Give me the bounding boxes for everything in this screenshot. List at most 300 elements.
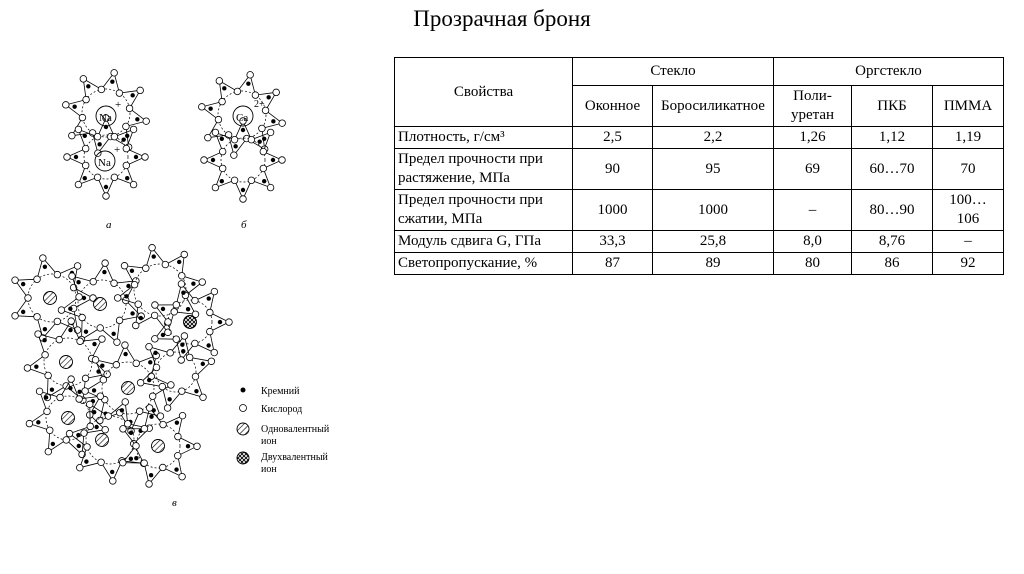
subheader-pkb: ПКБ [852,86,933,127]
oxygen-atom [168,382,175,389]
oxygen-atom [126,105,133,112]
silicon-atom [68,307,72,311]
silicon-atom [181,291,185,295]
silicon-atom [110,470,114,474]
oxygen-atom [130,181,137,188]
silicon-atom [100,364,104,368]
legend-monovalent-marker [237,423,249,435]
oxygen-atom [179,473,186,480]
oxygen-atom [40,255,47,262]
silicon-atom [86,84,90,88]
silicon-atom [241,128,245,132]
oxygen-atom [35,331,42,338]
oxygen-atom [248,177,255,184]
silicon-atom [241,188,245,192]
oxygen-atom [146,343,153,350]
ion-na-label-top: Na [99,112,112,124]
oxygen-atom [42,352,49,359]
oxygen-atom [143,118,150,125]
subheader-borosilicate: Боросиликатное [653,86,774,127]
oxygen-atom [234,88,241,95]
oxygen-atom [207,309,214,316]
silicon-atom [161,333,165,337]
oxygen-atom [273,89,280,96]
oxygen-atom [86,401,93,408]
ion-na-charge-top: + [115,99,122,111]
silicon-atom [180,343,184,347]
cell-value: 2,5 [573,127,653,149]
row-name-line1: Предел прочности при [398,192,543,208]
table-row [395,253,1004,275]
oxygen-atom [84,444,91,451]
silicon-atom [148,360,152,364]
properties-table [394,57,1004,275]
silicon-atom [149,415,153,419]
oxygen-atom [186,354,193,361]
silicon-atom [97,142,101,146]
monovalent-ion [96,434,109,447]
cell-value: 1000 [653,190,774,231]
row-name [395,190,573,231]
oxygen-atom [181,251,188,258]
oxygen-atom [260,165,267,172]
oxygen-atom [133,360,140,367]
oxygen-atom [178,281,185,288]
silicon-atom [111,332,115,336]
silicon-atom [34,364,38,368]
legend-divalent-marker [237,452,249,464]
oxygen-atom [165,319,172,326]
oxygen-atom [82,388,89,395]
oxygen-atom [114,339,121,346]
oxygen-atom [212,129,219,136]
oxygen-atom [248,136,255,143]
oxygen-atom [135,301,142,308]
header-glass: Стекло [573,58,774,86]
cell-value: – [774,190,852,231]
monovalent-ion [44,292,57,305]
legend-divalent-line2: ион [261,464,277,475]
silicon-atom [120,408,124,412]
oxygen-atom [192,297,199,304]
oxygen-atom [95,150,102,157]
oxygen-atom [199,104,206,111]
silicon-atom [194,389,198,393]
silicon-atom [220,137,224,141]
oxygen-atom [212,184,219,191]
oxygen-atom [76,396,83,403]
oxygen-atom [66,430,73,437]
silicon-atom [92,410,96,414]
oxygen-atom [252,92,259,99]
cell-value: 1000 [573,190,653,231]
silicon-atom [135,117,139,121]
silicon-atom [94,425,98,429]
row-name: Модуль сдвига G, ГПа [395,231,573,253]
silicon-atom [152,254,156,258]
oxygen-atom [34,276,41,283]
silicon-atom [218,320,222,324]
silicon-atom [43,327,47,331]
oxygen-atom [279,157,286,164]
cell-value: 80…90 [852,190,933,231]
cell-value: 89 [653,253,774,275]
ring-boundary [134,264,186,316]
oxygen-atom [120,426,127,433]
silicon-atom [129,431,133,435]
silicon-atom [126,284,130,288]
cell-value: 8,0 [774,231,852,253]
row-name [395,149,573,190]
silicon-atom [191,282,195,286]
silicon-atom [271,158,275,162]
legend-oxygen-marker [240,405,247,412]
oxygen-atom [123,145,130,152]
oxygen-atom [153,364,160,371]
header-orgglass: Оргстекло [774,58,1004,86]
oxygen-atom [259,125,266,132]
silicon-atom [167,397,171,401]
oxygen-atom [113,361,120,368]
oxygen-atom [216,78,223,85]
silicon-atom [220,179,224,183]
oxygen-atom [103,193,110,200]
glass-structure-diagram [0,0,390,574]
oxygen-atom [179,388,186,395]
silicon-atom [130,269,134,273]
silicon-atom [246,81,250,85]
oxygen-atom [219,98,226,105]
silicon-atom [102,270,106,274]
oxygen-atom [142,154,149,161]
oxygen-atom [119,459,126,466]
oxygen-atom [80,76,87,83]
silicon-atom [92,388,96,392]
oxygen-atom [116,90,123,97]
silicon-atom [207,296,211,300]
silicon-atom [201,362,205,366]
oxygen-atom [205,134,212,141]
silicon-atom [208,106,212,110]
oxygen-atom [81,430,88,437]
oxygen-atom [219,165,226,172]
oxygen-atom [201,157,208,164]
subheader-window: Оконное [573,86,653,127]
oxygen-atom [179,412,186,419]
cell-value: 8,76 [852,231,933,253]
monovalent-ion [62,412,75,425]
silicon-atom [175,420,179,424]
oxygen-atom [97,325,104,332]
oxygen-atom [94,133,101,140]
oxygen-atom [57,394,64,401]
oxygen-atom [87,423,94,430]
silicon-atom [42,338,46,342]
oxygen-atom [56,336,63,343]
subheader-polyurethane [774,86,852,127]
legend-oxygen: Кислород [261,404,303,415]
oxygen-atom [174,452,181,459]
pmma-compress-line2: 106 [956,211,980,227]
silicon-atom [92,342,96,346]
oxygen-atom [34,313,41,320]
row-name-line2: сжатии, МПа [398,211,483,227]
oxygen-atom [24,365,31,372]
oxygen-atom [26,420,33,427]
oxygen-atom [231,136,238,143]
row-name: Светопропускание, % [395,253,573,275]
silicon-atom [123,352,127,356]
oxygen-atom [137,87,144,94]
oxygen-atom [260,148,267,155]
silicon-atom [206,343,210,347]
silicon-atom [186,444,190,448]
table-row [395,190,1004,231]
oxygen-atom [68,376,75,383]
cell-value: 1,26 [774,127,852,149]
oxygen-atom [123,123,130,130]
oxygen-atom [208,358,215,365]
cell-value: 87 [573,253,653,275]
monovalent-ion [152,440,165,453]
oxygen-atom [114,295,121,302]
oxygen-atom [74,263,81,270]
oxygen-atom [136,408,143,415]
silicon-atom [153,351,157,355]
oxygen-atom [100,376,107,383]
oxygen-atom [137,379,144,386]
legend-monovalent-line1: Одновалентный [261,424,330,435]
ion-na-label-bottom: Na [98,157,111,169]
silicon-atom [211,158,215,162]
ion-ca-label: Ca [236,112,249,124]
cell-value: 69 [774,149,852,190]
silicon-atom [68,386,72,390]
oxygen-atom [79,314,86,321]
oxygen-atom [192,373,199,380]
table-row [395,149,1004,190]
oxygen-atom [133,443,140,450]
oxygen-atom [165,329,172,336]
oxygen-atom [279,120,286,127]
oxygen-atom [54,318,61,325]
oxygen-atom [54,271,61,278]
oxygen-atom [36,388,43,395]
oxygen-atom [211,288,218,295]
oxygen-atom [141,460,148,467]
silicon-atom [177,260,181,264]
oxygen-atom [175,433,182,440]
silicon-atom [77,390,81,394]
cell-value: 90 [573,149,653,190]
oxygen-atom [132,322,139,329]
oxygen-atom [75,126,82,133]
silicon-atom [21,310,25,314]
cell-value: – [933,231,1004,253]
oxygen-atom [200,394,207,401]
oxygen-atom [82,162,89,169]
cell-value: 95 [653,149,774,190]
silicon-atom [74,155,78,159]
oxygen-atom [111,133,118,140]
ion-ca-charge: 2+ [254,99,265,110]
silicon-atom [21,282,25,286]
silicon-atom [233,144,237,148]
oxygen-atom [162,261,169,268]
cell-value: 70 [933,149,1004,190]
silicon-atom [76,280,80,284]
oxygen-atom [102,260,109,267]
oxygen-atom [173,336,180,343]
silicon-atom [134,155,138,159]
oxygen-atom [63,437,70,444]
oxygen-atom [123,162,130,169]
oxygen-atom [116,317,123,324]
oxygen-atom [75,181,82,188]
oxygen-atom [63,102,70,109]
oxygen-atom [122,342,129,349]
oxygen-atom [99,336,106,343]
oxygen-atom [178,357,185,364]
oxygen-atom [69,273,76,280]
cell-value: 80 [774,253,852,275]
oxygen-atom [45,448,52,455]
silicon-atom [271,119,275,123]
oxygen-atom [111,70,118,77]
cell-value: 33,3 [573,231,653,253]
page-title: Прозрачная броня [413,6,591,31]
oxygen-atom [82,375,89,382]
oxygen-atom [152,302,159,309]
subheader-polyurethane-line2: уретан [790,107,835,123]
oxygen-atom [64,154,71,161]
table-row [395,127,1004,149]
oxygen-atom [192,340,199,347]
legend-monovalent-line2: ион [261,436,277,447]
oxygen-atom [152,336,159,343]
row-name-line1: Предел прочности при [398,151,543,167]
silicon-atom [44,395,48,399]
silicon-atom [222,86,226,90]
silicon-atom [84,329,88,333]
oxygen-atom [121,262,128,269]
silicon-atom [149,473,153,477]
subheader-pmma: ПММА [933,86,1004,127]
oxygen-atom [111,174,118,181]
silicon-atom [50,387,54,391]
silicon-atom [84,459,88,463]
oxygen-atom [83,96,90,103]
oxygen-atom [97,393,104,400]
header-properties: Свойства [395,58,573,127]
silicon-atom [257,139,261,143]
oxygen-atom [76,294,83,301]
oxygen-atom [226,319,233,326]
silicon-atom [262,179,266,183]
oxygen-atom [69,132,76,139]
oxygen-atom [267,184,274,191]
oxygen-atom [206,328,213,335]
figure-label-a: а [106,219,112,231]
silicon-atom [186,307,190,311]
row-name-line2: растяжение, МПа [398,170,510,186]
oxygen-atom [231,177,238,184]
cell-value: 60…70 [852,149,933,190]
legend-divalent-line1: Двухвалентный [261,452,328,463]
oxygen-atom [68,318,75,325]
oxygen-atom [267,129,274,136]
ion-na-charge-bottom: + [114,144,121,156]
oxygen-atom [219,148,226,155]
silicon-atom [139,316,143,320]
oxygen-atom [130,126,137,133]
oxygen-atom [79,114,86,121]
oxygen-atom [231,152,238,159]
table-row [395,231,1004,253]
oxygen-atom [105,413,112,420]
cell-value: 2,2 [653,127,774,149]
oxygen-atom [146,481,153,488]
oxygen-atom [159,383,166,390]
monovalent-ion [60,356,73,369]
silicon-atom [181,349,185,353]
silicon-atom [161,307,165,311]
figure-label-v: в [172,497,177,509]
oxygen-atom [122,399,129,406]
silicon-atom [134,456,138,460]
silicon-atom [77,444,81,448]
silicon-atom [174,467,178,471]
cell-value [933,190,1004,231]
oxygen-atom [141,425,148,432]
oxygen-atom [151,312,158,319]
oxygen-atom [92,357,99,364]
oxygen-atom [76,464,83,471]
divalent-ion [184,316,197,329]
oxygen-atom [164,405,171,412]
silicon-atom [43,265,47,269]
silicon-atom [125,134,129,138]
figure-label-b: б [241,219,247,231]
oxygen-atom [46,427,53,434]
cell-value: 1,12 [852,127,933,149]
silicon-atom [76,433,80,437]
silicon-atom [121,137,125,141]
oxygen-atom [94,174,101,181]
row-name: Плотность, г/см³ [395,127,573,149]
cell-value: 86 [852,253,933,275]
oxygen-atom [111,280,118,287]
ring-boundary [221,138,265,182]
silicon-atom [125,176,129,180]
silicon-atom [68,328,72,332]
oxygen-atom [149,393,156,400]
cell-value: 92 [933,253,1004,275]
oxygen-atom [25,295,32,302]
oxygen-atom [159,464,166,471]
oxygen-atom [167,350,174,357]
silicon-atom [51,442,55,446]
oxygen-atom [142,265,149,272]
oxygen-atom [110,478,117,485]
oxygen-atom [45,372,52,379]
oxygen-atom [44,408,51,415]
oxygen-atom [181,333,188,340]
oxygen-atom [82,145,89,152]
oxygen-atom [77,338,84,345]
monovalent-ion [122,382,135,395]
silicon-atom [124,294,128,298]
